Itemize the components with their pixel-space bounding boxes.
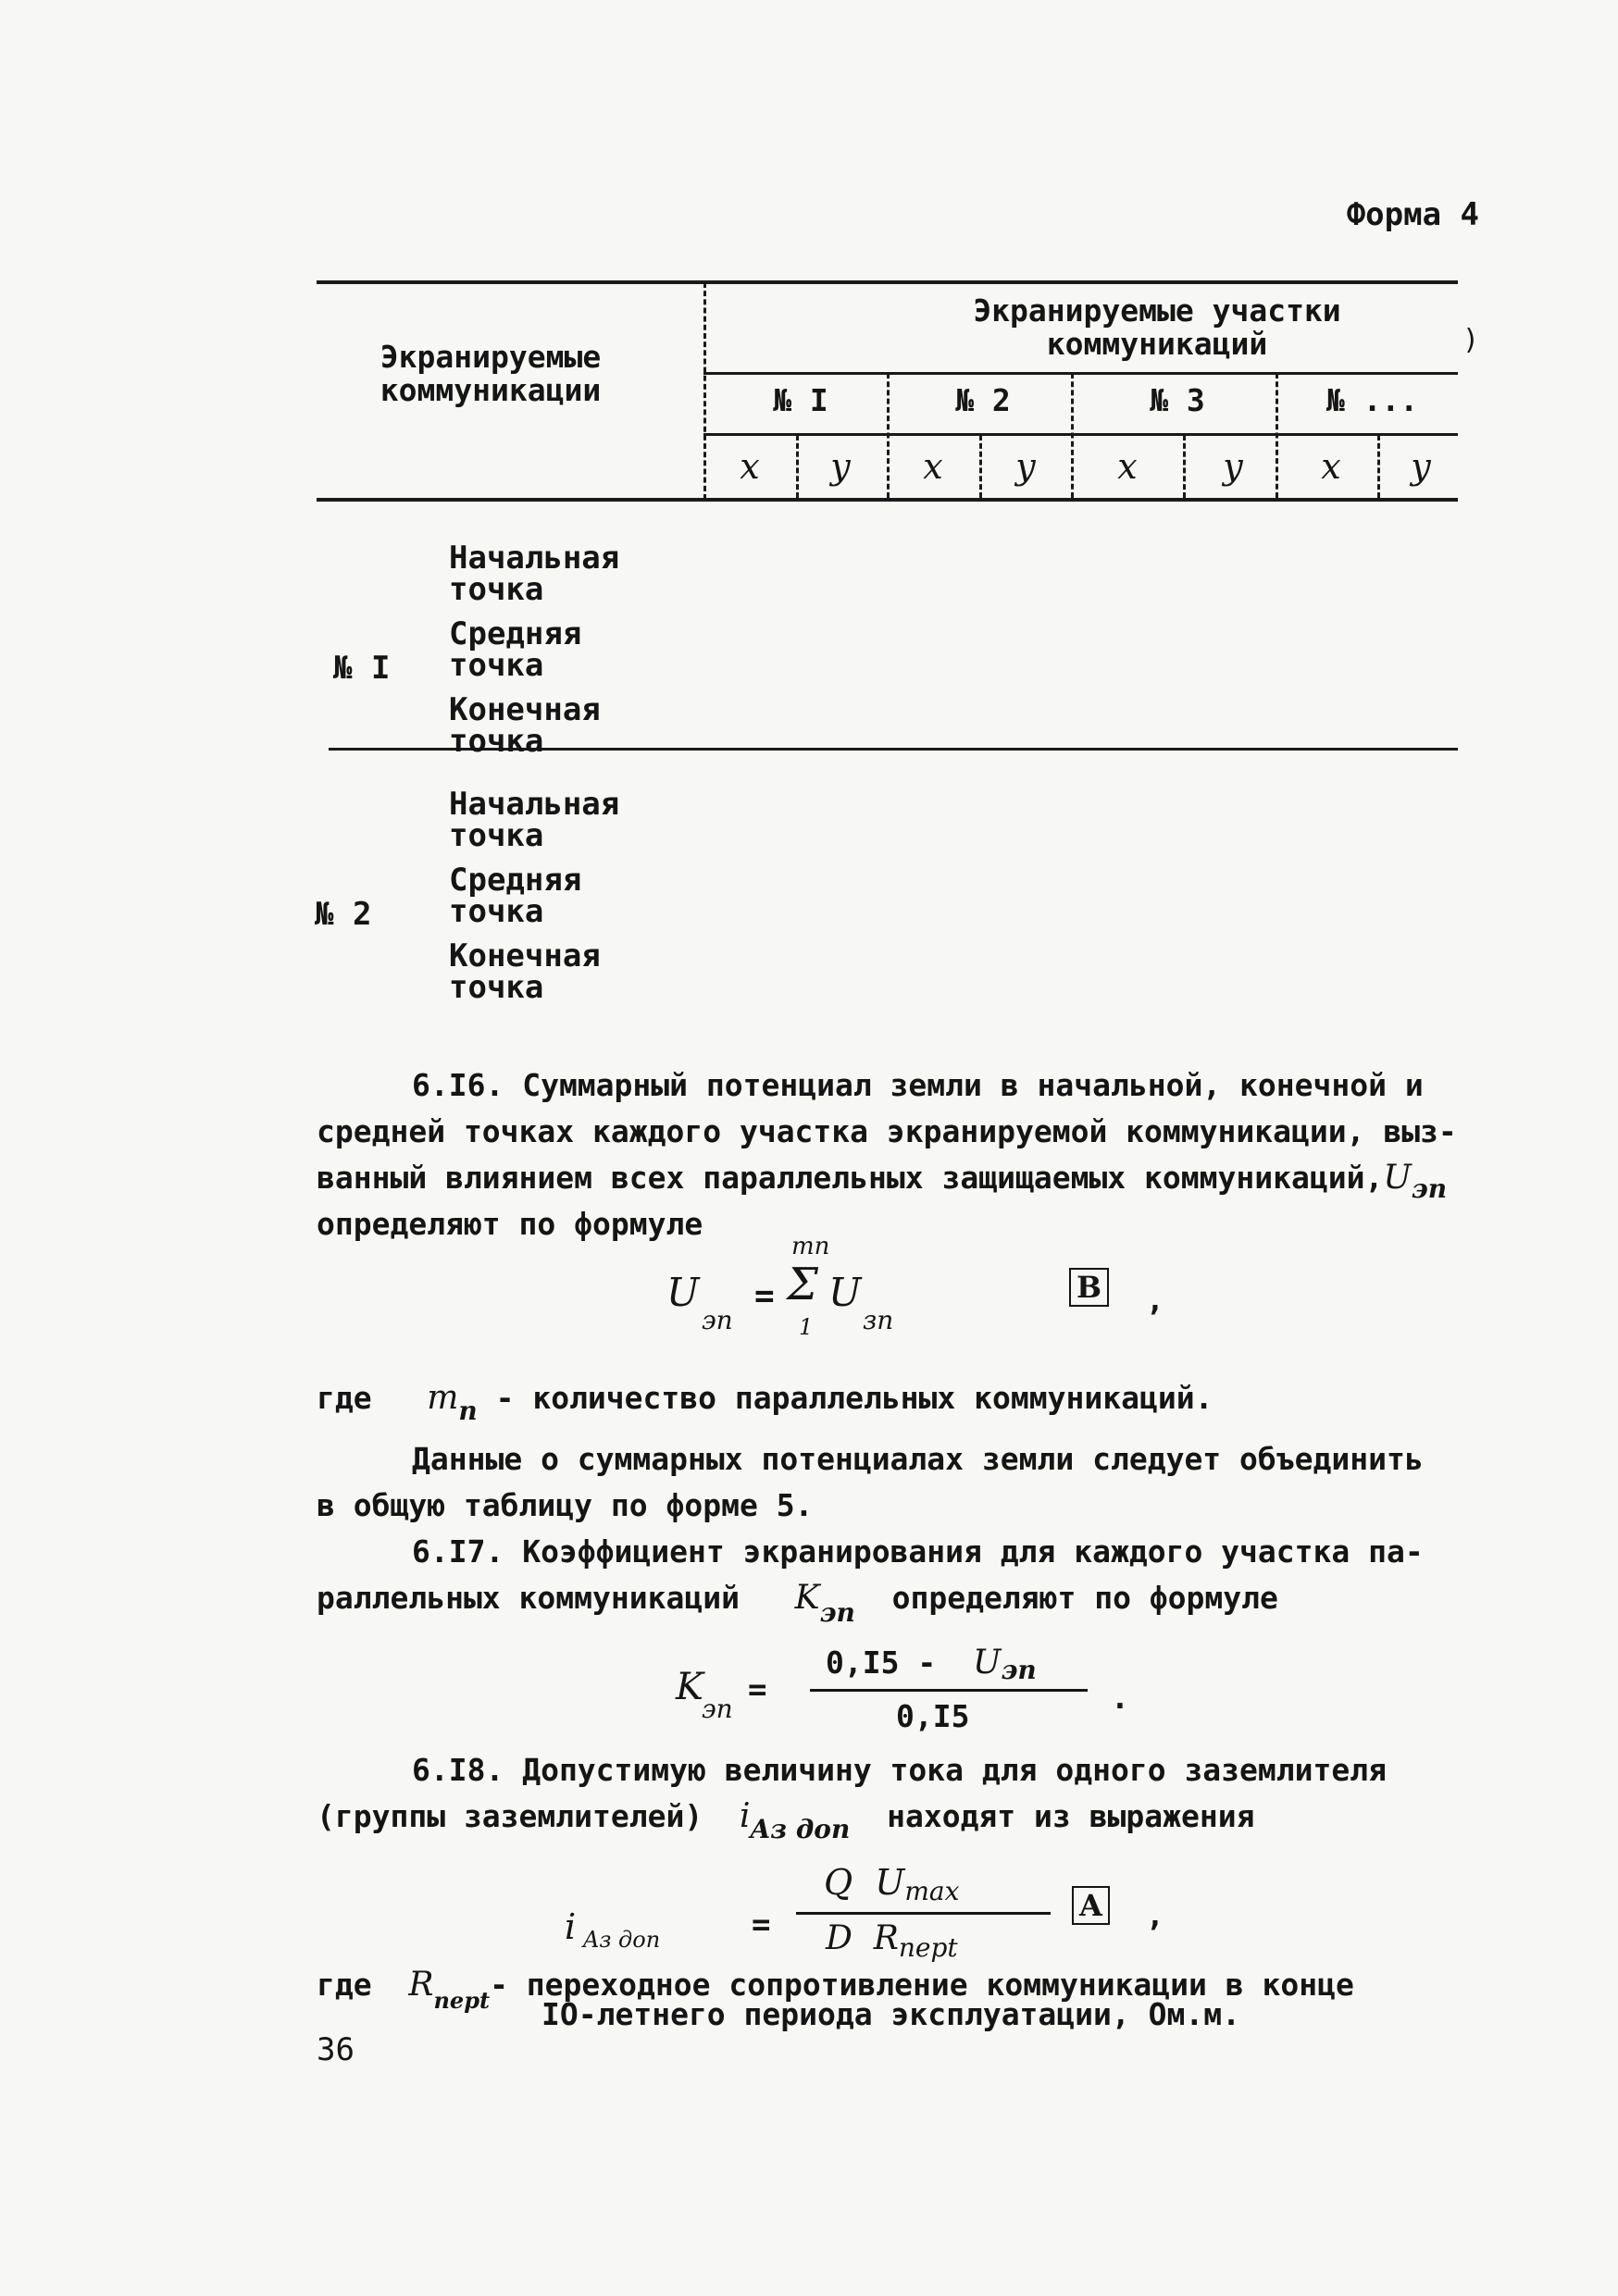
paragraph-line: где $R_{перt}-$ переходное сопротивление коммуникации в конце (317, 1966, 1354, 2014)
paragraph-line: определяют по формуле (317, 1206, 703, 1242)
section-header: № 3 (1150, 382, 1205, 418)
fraction-bar (796, 1912, 1051, 1915)
table-header-bottom-rule (317, 498, 1458, 502)
paragraph-line: средней точках каждого участка экранируемой коммуникации, выз- (317, 1113, 1457, 1149)
paragraph-line: ванный влиянием всех параллельных защищаемых $коммуникаций,U_{эп}$ (317, 1159, 1448, 1204)
section-header: № I (773, 382, 828, 418)
section-header: № ... (1326, 382, 1419, 418)
group-header: Экранируемые участки коммуникаций (973, 292, 1341, 362)
form-label: Форма 4 (1346, 196, 1479, 233)
paragraph-line: 6.I8. Допустимую величину тока для одного заземлителя (412, 1752, 1387, 1788)
axis-label: y (830, 446, 851, 487)
table-section-rule (703, 433, 1458, 436)
paragraph-line: раллельных коммуникаций $K_{эп}$ определяют по формуле (317, 1579, 1278, 1628)
table-vertical-divider (703, 282, 706, 500)
paragraph-line: 6.I7. Коэффициент экранирования для каждого участка па- (412, 1533, 1424, 1570)
axis-label: y (1015, 446, 1036, 487)
axis-label: y (1411, 446, 1431, 487)
axis-label: x (923, 446, 943, 487)
paragraph-line: 6.I6. Суммарный потенциал земли в начальной, конечной и (412, 1067, 1424, 1103)
table-vertical-divider (796, 435, 799, 498)
row-point: Средняя точка (449, 862, 582, 930)
axis-label: x (1117, 446, 1138, 487)
row-point: Начальная точка (449, 540, 620, 608)
section-header: № 2 (955, 382, 1011, 418)
fraction-bar (810, 1689, 1088, 1692)
table-vertical-divider (979, 435, 982, 498)
column-header: Экранируемые коммуникации (380, 339, 602, 408)
table-group-rule (703, 372, 1458, 375)
axis-label: x (1321, 446, 1341, 487)
table-vertical-divider (1377, 435, 1380, 498)
table-vertical-divider (1276, 373, 1278, 498)
row-point: Конечная точка (449, 691, 601, 760)
paragraph-line: IO-летнего периода эксплуатации, Ом.м. (541, 1996, 1240, 2032)
table-vertical-divider (1071, 373, 1074, 498)
page-number: 36 (317, 2031, 355, 2068)
table-top-rule (317, 280, 1458, 284)
row-label: № 2 (315, 896, 372, 933)
row-point: Средняя точка (449, 615, 582, 684)
paragraph-line: где $m_п$ - количество параллельных коммуникаций. (317, 1379, 1214, 1426)
paragraph-line: Данные о суммарных потенциалах земли следует объединить (412, 1441, 1424, 1477)
row-point: Конечная точка (449, 937, 601, 1006)
row-point: Начальная точка (449, 786, 620, 854)
sum-sign: Σ (787, 1259, 818, 1310)
paragraph-line: в общую таблицу по форме 5. (317, 1487, 814, 1523)
paragraph-line: (группы заземлителей) $i_{Aз доп}$ находят из выражения (317, 1797, 1255, 1844)
row-label: № I (333, 650, 391, 687)
axis-label: y (1223, 446, 1243, 487)
margin-mark: ) (1462, 324, 1480, 356)
table-vertical-divider (887, 373, 890, 498)
axis-label: x (740, 446, 760, 487)
table-vertical-divider (1183, 435, 1186, 498)
